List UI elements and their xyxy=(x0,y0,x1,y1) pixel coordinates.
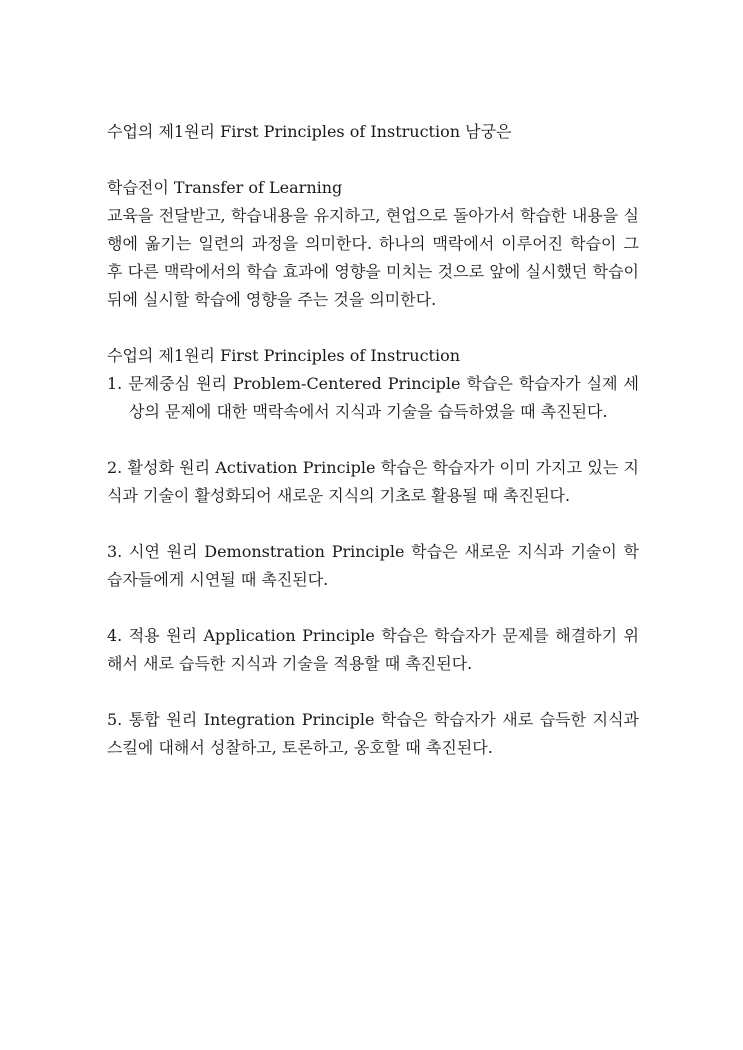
principles-heading: 수업의 제1원리 First Principles of Instruction xyxy=(107,346,461,365)
transfer-paragraph: 교육을 전달받고, 학습내용을 유지하고, 현업으로 돌아가서 학습한 내용을 실행에 옮기는 일련의 과정을 의미한다. 하나의 맥락에서 이루어진 학습이 그 후 다른 맥락에서의 학습 효과에 영향을 미치는 것으로 앞에 실시했던 학습이 뒤에 실시할 학습에 영향을 주는 것을 의미한다. xyxy=(107,206,639,309)
document-body xyxy=(107,118,639,790)
principle-item-3: 3. 시연 원리 Demonstration Principle 학습은 새로운 지식과 기술이 학습자들에게 시연될 때 촉진된다. xyxy=(107,542,639,589)
principle-item-5: 5. 통합 원리 Integration Principle 학습은 학습자가 새로 습득한 지식과 스킬에 대해서 성찰하고, 토론하고, 옹호할 때 촉진된다. xyxy=(107,710,639,757)
transfer-section xyxy=(107,174,639,314)
principles-section xyxy=(107,342,639,426)
principle-3-block xyxy=(107,538,639,594)
principle-item-1: 1. 문제중심 원리 Problem-Centered Principle 학습은 학습자가 실제 세상의 문제에 대한 맥락속에서 지식과 기술을 습득하였을 때 촉진된다. xyxy=(107,374,639,421)
document-title: 수업의 제1원리 First Principles of Instruction 남궁은 xyxy=(107,122,512,141)
principle-2-block xyxy=(107,454,639,510)
principle-item-2: 2. 활성화 원리 Activation Principle 학습은 학습자가 이미 가지고 있는 지식과 기술이 활성화되어 새로운 지식의 기초로 활용될 때 촉진된다. xyxy=(107,458,639,505)
transfer-heading: 학습전이 Transfer of Learning xyxy=(107,178,343,197)
principle-item-4: 4. 적용 원리 Application Principle 학습은 학습자가 문제를 해결하기 위해서 새로 습득한 지식과 기술을 적용할 때 촉진된다. xyxy=(107,626,639,673)
principle-5-block xyxy=(107,706,639,762)
principle-4-block xyxy=(107,622,639,678)
